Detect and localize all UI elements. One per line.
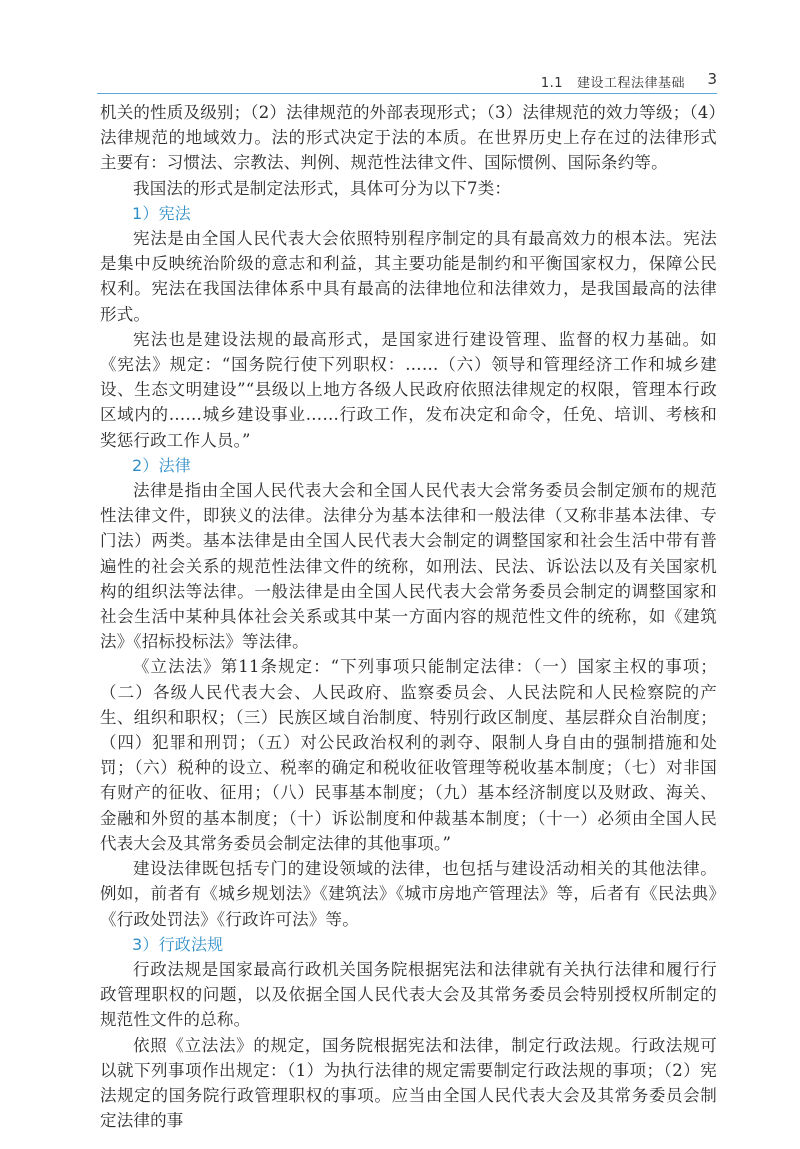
running-header [97,68,717,92]
paragraph-administrative-regulations-definition: 行政法规是国家最高行政机关国务院根据宪法和法律就有关执行法律和履行行政管理职权的问题，以及依据全国人民代表大会及其常务委员会特别授权所制定的规范性文件的总称。 [100,959,717,1030]
section-title: 建设工程法律基础 [576,76,685,91]
paragraph-administrative-regulations-scope: 依照《立法法》的规定，国务院根据宪法和法律，制定行政法规。行政法规可以就下列事项作出规定：（1）为执行法律的规定需要制定行政法规的事项；（2）宪法规定的国务院行政管理职权的事项。应当由全国人民代表大会及其常务委员会制定法律的事 [100,1035,717,1131]
subheading-administrative-regulations: 3）行政法规 [132,934,224,954]
subheading-law: 2）法律 [132,455,191,475]
paragraph-construction-law: 建设法律既包括专门的建设领域的法律，也包括与建设活动相关的其他法律。例如，前者有《城乡规划法》《建筑法》《城市房地产管理法》等，后者有《民法典》《行政处罚法》《行政许可法》等。 [100,859,717,929]
page-body [100,100,717,1133]
header-divider [97,93,717,94]
paragraph-continued: 机关的性质及级别；（2）法律规范的外部表现形式；（3）法律规范的效力等级；（4）法律规范的地域效力。法的形式决定于法的本质。在世界历史上存在过的法律形式主要有：习惯法、宗教法、判例、规范性法律文件、国际惯例、国际条约等。 [100,103,717,173]
running-header-section [541,72,685,91]
page-number: 3 [707,70,717,88]
paragraph-legislation-law-article: 《立法法》第11条规定：“下列事项只能制定法律：（一）国家主权的事项；（二）各级人民代表大会、人民政府、监察委员会、人民法院和人民检察院的产生、组织和职权；（三）民族区域自治制度、特别行政区制度、基层群众自治制度；（四）犯罪和刑罚；（五）对公民政治权利的剥夺、限制人身自由的强制措施和处罚；（六）税种的设立、税率的确定和税收征收管理等税收基本制度；（七）对非国有财产的征收、征用；（八）民事基本制度；（九）基本经济制度以及财政、海关、金融和外贸的基本制度；（十）诉讼制度和仲裁基本制度；（十一）必须由全国人民代表大会及其常务委员会制定法律的其他事项。” [100,657,717,853]
section-number: 1.1 [540,76,564,91]
subheading-constitution: 1）宪法 [132,203,191,223]
paragraph-constitution-construction: 宪法也是建设法规的最高形式，是国家进行建设管理、监督的权力基础。如《宪法》规定：“国务院行使下列职权：……（六）领导和管理经济工作和城乡建设、生态文明建设”“县级以上地方各级人民政府依照法律规定的权限，管理本行政区域内的……城乡建设事业……行政工作，发布决定和命令，任免、培训、考核和奖惩行政工作人员。” [100,329,717,450]
paragraph-constitution-definition: 宪法是由全国人民代表大会依照特别程序制定的具有最高效力的根本法。宪法是集中反映统治阶级的意志和利益，其主要功能是制约和平衡国家权力，保障公民权利。宪法在我国法律体系中具有最高的法律地位和法律效力，是我国最高的法律形式。 [100,229,717,324]
paragraph-law-definition: 法律是指由全国人民代表大会和全国人民代表大会常务委员会制定颁布的规范性法律文件，即狭义的法律。法律分为基本法律和一般法律（又称非基本法律、专门法）两类。基本法律是由全国人民代表大会制定的调整国家和社会生活中带有普遍性的社会关系的规范性法律文件的统称，如刑法、民法、诉讼法以及有关国家机构的组织法等法律。一般法律是由全国人民代表大会常务委员会制定的调整国家和社会生活中某种具体社会关系或其中某一方面内容的规范性文件的统称，如《建筑法》《招标投标法》等法律。 [100,481,717,652]
paragraph-law-forms-intro: 我国法的形式是制定法形式，具体可分为以下7类： [133,178,512,198]
